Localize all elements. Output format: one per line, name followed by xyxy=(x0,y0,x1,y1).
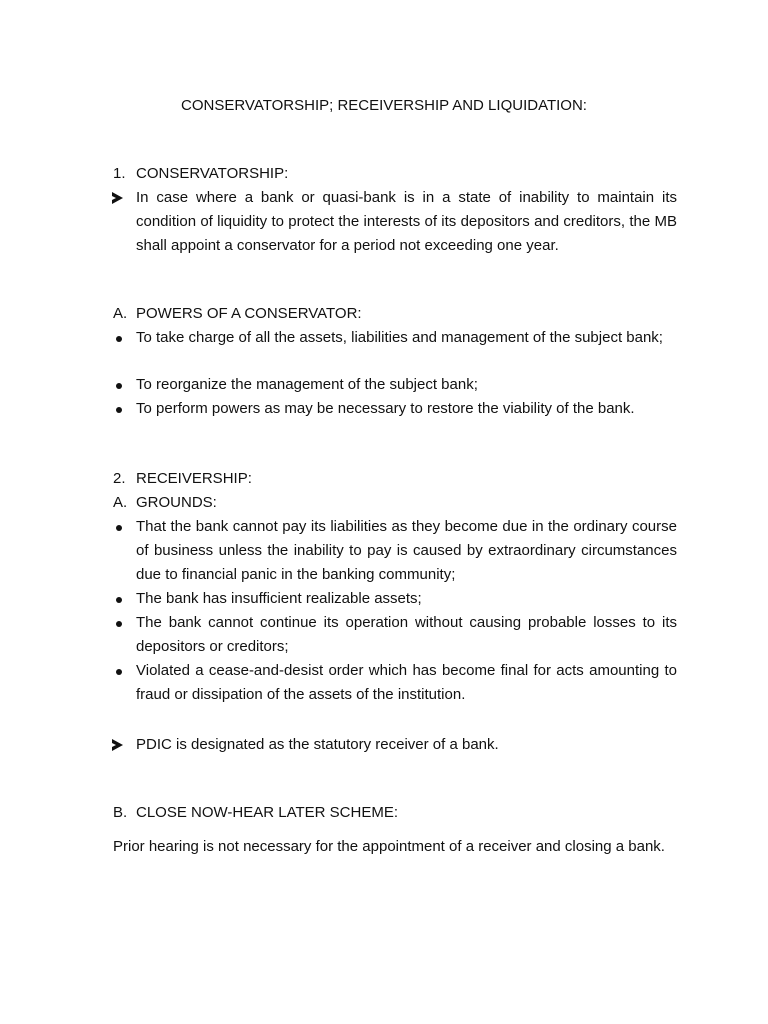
bullet-icon xyxy=(116,336,122,342)
subsection-b-letter: B. xyxy=(113,804,128,821)
bullet-icon xyxy=(116,383,122,389)
list-item: Violated a cease-and-desist order which has become final for acts amounting to fraud or dissipation of the assets of the institution. xyxy=(136,662,677,703)
bullet-icon xyxy=(116,669,122,675)
subsection-a-letter: A. xyxy=(113,305,128,322)
list-item: To take charge of all the assets, liabilities and management of the subject bank; xyxy=(136,329,663,346)
list-item: To reorganize the management of the subject bank; xyxy=(136,376,478,393)
powers-of-conservator-heading: POWERS OF A CONSERVATOR: xyxy=(136,305,362,322)
conservatorship-description: In case where a bank or quasi-bank is in a state of inability to maintain its condition of liquidity to protect the interests of its depositors and creditors, the MB shall appoint a conservator for a period not exceeding one year. xyxy=(136,189,677,254)
arrow-bullet-icon xyxy=(112,192,123,204)
grounds-heading: GROUNDS: xyxy=(136,494,217,511)
list-item: That the bank cannot pay its liabilities as they become due in the ordinary course of business unless the inability to pay is caused by extraordinary circumstances due to financial panic in the banking community; xyxy=(136,518,677,583)
document-title: CONSERVATORSHIP; RECEIVERSHIP AND LIQUIDATION: xyxy=(181,97,587,114)
section-2-number: 2. xyxy=(113,470,126,487)
bullet-icon xyxy=(116,597,122,603)
pdic-statement: PDIC is designated as the statutory receiver of a bank. xyxy=(136,736,499,753)
section-1-number: 1. xyxy=(113,165,126,182)
arrow-bullet-icon xyxy=(112,739,123,751)
section-2-heading: RECEIVERSHIP: xyxy=(136,470,252,487)
section-1-heading: CONSERVATORSHIP: xyxy=(136,165,289,182)
close-now-hear-later-paragraph: Prior hearing is not necessary for the appointment of a receiver and closing a bank. xyxy=(113,838,665,855)
list-item: The bank cannot continue its operation without causing probable losses to its depositors or creditors; xyxy=(136,614,677,655)
bullet-icon xyxy=(116,407,122,413)
bullet-icon xyxy=(116,621,122,627)
list-item: The bank has insufficient realizable assets; xyxy=(136,590,422,607)
bullet-icon xyxy=(116,525,122,531)
close-now-hear-later-heading: CLOSE NOW-HEAR LATER SCHEME: xyxy=(136,804,398,821)
subsection-a-letter: A. xyxy=(113,494,128,511)
list-item: To perform powers as may be necessary to restore the viability of the bank. xyxy=(136,400,635,417)
